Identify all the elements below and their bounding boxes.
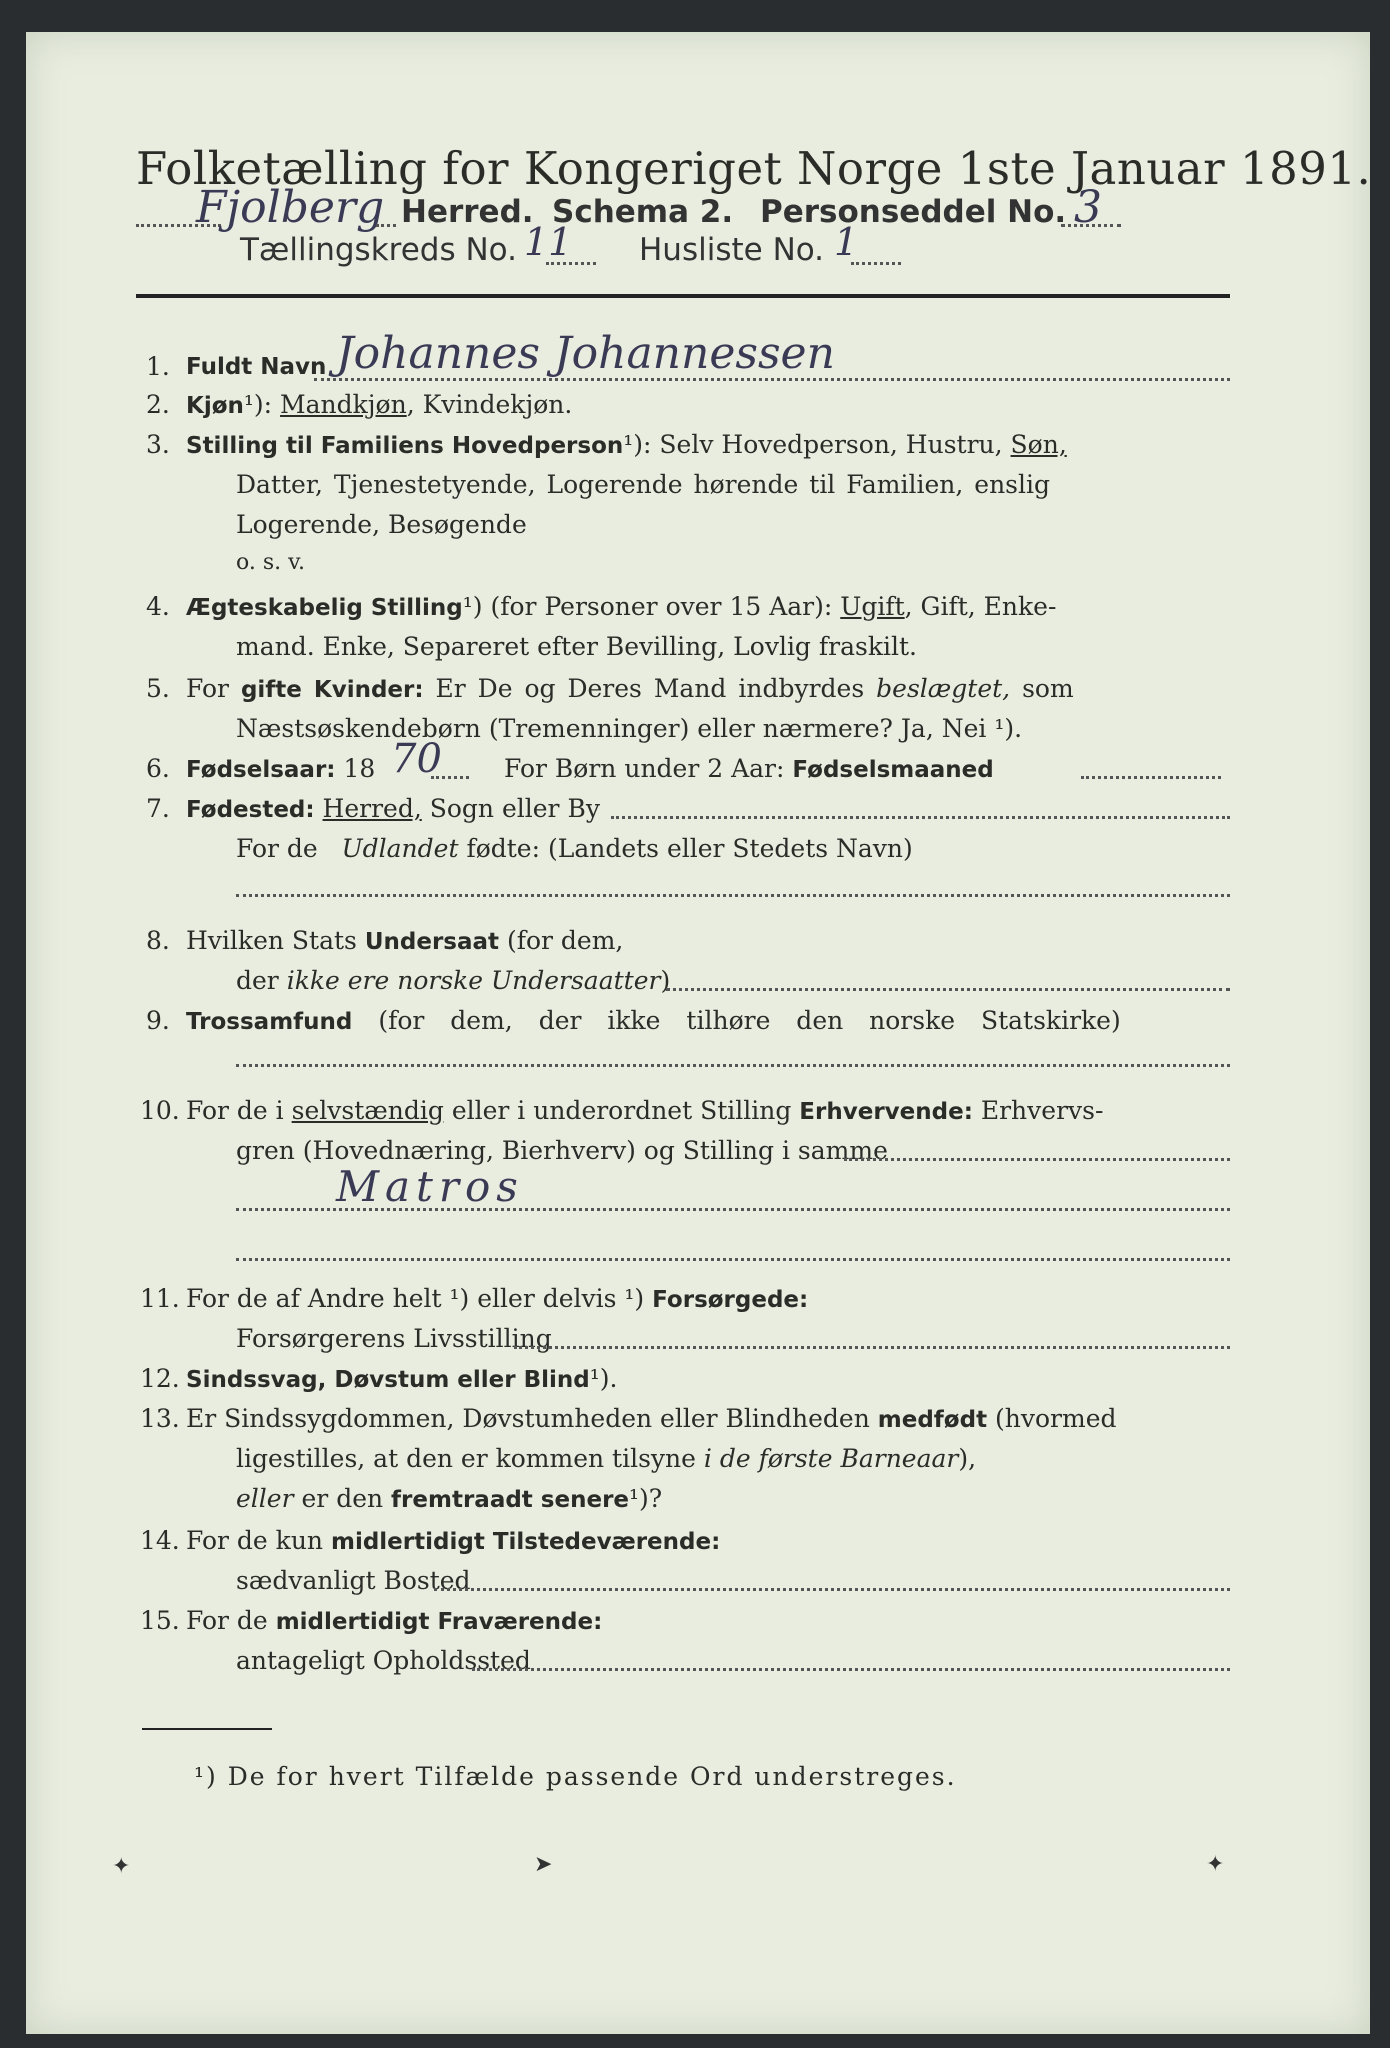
personseddel-label: Personseddel No. — [760, 194, 1067, 230]
personseddel-value: 3 — [1074, 182, 1102, 233]
q13-line2: ligestilles, at den er kommen tilsyne i de første Barneaar), — [236, 1444, 977, 1473]
q3-line1: Stilling til Familiens Hovedperson¹): Selv Hovedperson, Hustru, Søn, — [186, 430, 1067, 459]
q1-label: Fuldt Navn — [186, 354, 327, 380]
q2-line: Kjøn¹): Mandkjøn, Kvindekjøn. — [186, 390, 573, 419]
schema-label: Schema 2. — [552, 194, 734, 230]
q9-line: Trossamfund (for dem, der ikke tilhøre den norske Statskirke) — [186, 1006, 1121, 1035]
q12-line: Sindssvag, Døvstum eller Blind¹). — [186, 1364, 618, 1393]
q13-line3: eller er den fremtraadt senere¹)? — [236, 1484, 663, 1513]
q8-line2: der ikke ere norske Undersaatter) — [236, 966, 671, 995]
q2-selected: Mandkjøn — [280, 390, 407, 419]
q14-line1: For de kun midlertidigt Tilstedeværende: — [186, 1526, 721, 1555]
registration-mark-right: ✦ — [1206, 1852, 1225, 1877]
husliste-label: Husliste No. — [639, 232, 825, 268]
q8-line1: Hvilken Stats Undersaat (for dem, — [186, 926, 624, 955]
kreds-label: Tællingskreds No. — [240, 232, 517, 268]
q6-line-b: For Børn under 2 Aar: Fødselsmaaned — [504, 754, 994, 783]
q15-line1: For de midlertidigt Fraværende: — [186, 1606, 603, 1635]
q10-value: Matros — [336, 1162, 524, 1211]
q7-selected: Herred, — [322, 794, 422, 823]
q4-selected: Ugift — [840, 592, 905, 621]
footnote-rule — [142, 1728, 272, 1730]
q1-value: Johannes Johannessen — [336, 328, 835, 379]
registration-mark-left: ✦ — [112, 1854, 131, 1879]
q4-line1: Ægteskabelig Stilling¹) (for Personer over 15 Aar): Ugift, Gift, Enke- — [186, 592, 1057, 621]
q3-selected: Søn, — [1010, 430, 1067, 459]
kreds-value: 11 — [524, 220, 573, 264]
census-form: Folketælling for Kongeriget Norge 1ste Januar 1891. Fjolberg Herred. Schema 2. Personseddel No. 3 Tællingskreds No. 11 Husliste No. 1 1. Fuldt Navn Johannes Johannessen 2. Kjøn¹): Mandkjøn, Kvindekjøn. 3. Stilling til Familiens Hovedperson¹): Selv Hovedperson, Hustru, Søn, Datter, Tjenestetyende, Logerende hørende til Familien, enslig Logerende, Besøgende o. s. v. 4. Ægteskabelig Stilling¹) (for Personer over 15 Aar): Ugift, Gift, Enke- mand. Enke, Separeret efter Bevilling, Lovlig fraskilt. 5. For gifte Kvinder: Er De og Deres Mand indbyrdes beslægtet, som Næstsøskendebørn (Tremenninger) eller nærmere? Ja, Nei ¹). 6. Fødselsaar: 18 70 For Børn under 2 Aar: Fødselsmaaned 7. Fødested: Herred, Sogn eller By For de Udlandet fødte: (Landets eller Stedets Navn) 8. Hvilken Stats Undersaat (for dem, der ikke ere norske Undersaatter) 9. Trossamfund (for dem, der ikke tilhøre den norske Statskirke) 10. For de i selvstændig eller i underordnet Stilling Erhvervende: Erhvervs- gren (Hovednæring, Bierhverv) og Stilling i samme Matros 11. For de af Andre helt ¹) eller delvis ¹) Forsørgede: Forsørgerens Livsstilling 12. Sindssvag, Døvstum eller Blind¹). 13. Er Sindssygdommen, Døvstumheden eller Blindheden medfødt (hvormed ligestilles, at den er kommen tilsyne i de første Barneaar), eller er den fremtraadt senere¹)? 14. For de kun midlertidigt Tilstedeværende: sædvanligt Bosted 15. For de midlertidigt Fraværende: antageligt Opholdssted ¹) De for hvert Tilfælde passende Ord understreges. ✦ ➤ ✦ — [26, 32, 1370, 2034]
q10-line1: For de i selvstændig eller i underordnet Stilling Erhvervende: Erhvervs- — [186, 1096, 1104, 1125]
herred-label: Herred. — [401, 194, 534, 230]
q6-line: Fødselsaar: 18 — [186, 754, 376, 783]
registration-mark-center: ➤ — [534, 1852, 553, 1877]
q10-selected: selvstændig — [291, 1096, 444, 1125]
q7-line1: Fødested: Herred, Sogn eller By — [186, 794, 600, 823]
q11-line1: For de af Andre helt ¹) eller delvis ¹) Forsørgede: — [186, 1284, 809, 1313]
q6-value: 70 — [391, 736, 442, 782]
q5-line1: For gifte Kvinder: Er De og Deres Mand indbyrdes beslægtet, som — [186, 674, 1074, 703]
header-rule — [136, 294, 1230, 298]
form-title: Folketælling for Kongeriget Norge 1ste Januar 1891. — [136, 142, 1372, 195]
q13-line1: Er Sindssygdommen, Døvstumheden eller Blindheden medfødt (hvormed — [186, 1404, 1117, 1433]
q7-line2: For de Udlandet fødte: (Landets eller Stedets Navn) — [236, 834, 913, 863]
husliste-value: 1 — [834, 220, 859, 264]
footnote: ¹) De for hvert Tilfælde passende Ord understreges. — [194, 1762, 957, 1791]
herred-value: Fjolberg — [196, 182, 385, 233]
